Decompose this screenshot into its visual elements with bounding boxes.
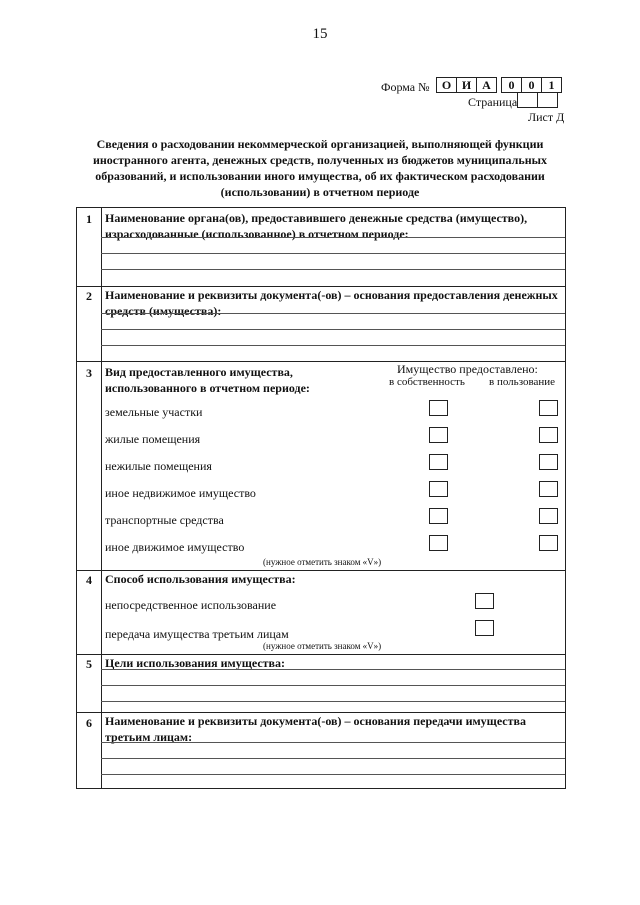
property-provided-header: Имущество предоставлено: [397, 362, 538, 376]
ownership-checkbox[interactable] [429, 481, 448, 497]
property-type-label: жилые помещения [105, 432, 201, 446]
form-code-cell: А [476, 77, 497, 93]
usage-method-label: передача имущества третьим лицам [105, 627, 289, 641]
fill-line [101, 669, 565, 670]
form-code-cell: О [436, 77, 457, 93]
fill-line[interactable] [101, 269, 565, 270]
section-heading: Наименование органа(ов), предоставившего денежные средства (имущество), израсходованные (использованное) в отчетном периоде: [105, 211, 528, 241]
usage-method-checkbox[interactable] [475, 593, 494, 609]
form-code-grid [437, 77, 562, 93]
section-heading: Наименование и реквизиты документа(-ов) – основания передачи имущества третьим лицам: [105, 714, 526, 744]
fill-line[interactable] [101, 345, 565, 346]
ownership-checkbox[interactable] [429, 535, 448, 551]
use-checkbox[interactable] [539, 535, 558, 551]
form-code-cell: 0 [521, 77, 542, 93]
use-checkbox[interactable] [539, 427, 558, 443]
form-table [76, 207, 566, 789]
column-header-ownership: в собственность [389, 376, 465, 388]
property-type-label: земельные участки [105, 405, 203, 419]
page-number: 15 [312, 26, 328, 42]
fill-line[interactable] [101, 758, 565, 759]
column-header-use: в пользование [489, 376, 556, 388]
use-checkbox[interactable] [539, 454, 558, 470]
fill-line[interactable] [101, 253, 565, 254]
property-type-label: нежилые помещения [105, 459, 212, 473]
fill-line[interactable] [101, 701, 565, 702]
fill-line [101, 313, 565, 314]
form-code-cell: 1 [541, 77, 562, 93]
section-heading: Цели использования имущества: [105, 656, 286, 670]
section-heading: Вид предоставленного имущества, использованного в отчетном периоде: [105, 365, 310, 395]
page-number-box[interactable] [517, 92, 538, 108]
fill-line[interactable] [101, 685, 565, 686]
section-heading: Наименование и реквизиты документа(-ов) – основания предоставления денежных средств (имущества): [105, 288, 558, 318]
form-number-label: Форма № [381, 80, 430, 94]
fill-line [101, 237, 565, 238]
check-mark-note: (нужное отметить знаком «V») [263, 557, 382, 567]
form-code-cell: И [456, 77, 477, 93]
fill-line[interactable] [101, 329, 565, 330]
ownership-checkbox[interactable] [429, 454, 448, 470]
ownership-checkbox[interactable] [429, 508, 448, 524]
use-checkbox[interactable] [539, 508, 558, 524]
property-type-label: иное недвижимое имущество [105, 486, 256, 500]
section-number: 6 [86, 716, 92, 730]
section-number: 2 [86, 289, 92, 303]
ownership-checkbox[interactable] [429, 400, 448, 416]
fill-line [101, 742, 565, 743]
usage-method-label: непосредственное использование [105, 598, 277, 612]
form-code-cell: 0 [501, 77, 522, 93]
section-heading: Способ использования имущества: [105, 572, 296, 586]
section-number: 1 [86, 212, 92, 226]
fill-line[interactable] [101, 774, 565, 775]
usage-method-checkbox[interactable] [475, 620, 494, 636]
ownership-checkbox[interactable] [429, 427, 448, 443]
property-type-label: транспортные средства [105, 513, 224, 527]
use-checkbox[interactable] [539, 481, 558, 497]
use-checkbox[interactable] [539, 400, 558, 416]
section-number: 5 [86, 657, 92, 671]
page-number-boxes [518, 92, 558, 108]
document-title: Сведения о расходовании некоммерческой организацией, выполняющей функции иностранного агента, денежных средств, полученных из бюджетов муниципальных образований, и использовании иного имущества, об их фактическом расходовании (использовании) в отчетном периоде [92, 137, 548, 199]
section-number: 4 [86, 573, 92, 587]
property-type-label: иное движимое имущество [105, 540, 245, 554]
page-number-box[interactable] [537, 92, 558, 108]
sheet-label: Лист Д [528, 110, 565, 124]
check-mark-note: (нужное отметить знаком «V») [263, 641, 382, 651]
section-number: 3 [86, 366, 92, 380]
page-label: Страница [468, 95, 518, 109]
